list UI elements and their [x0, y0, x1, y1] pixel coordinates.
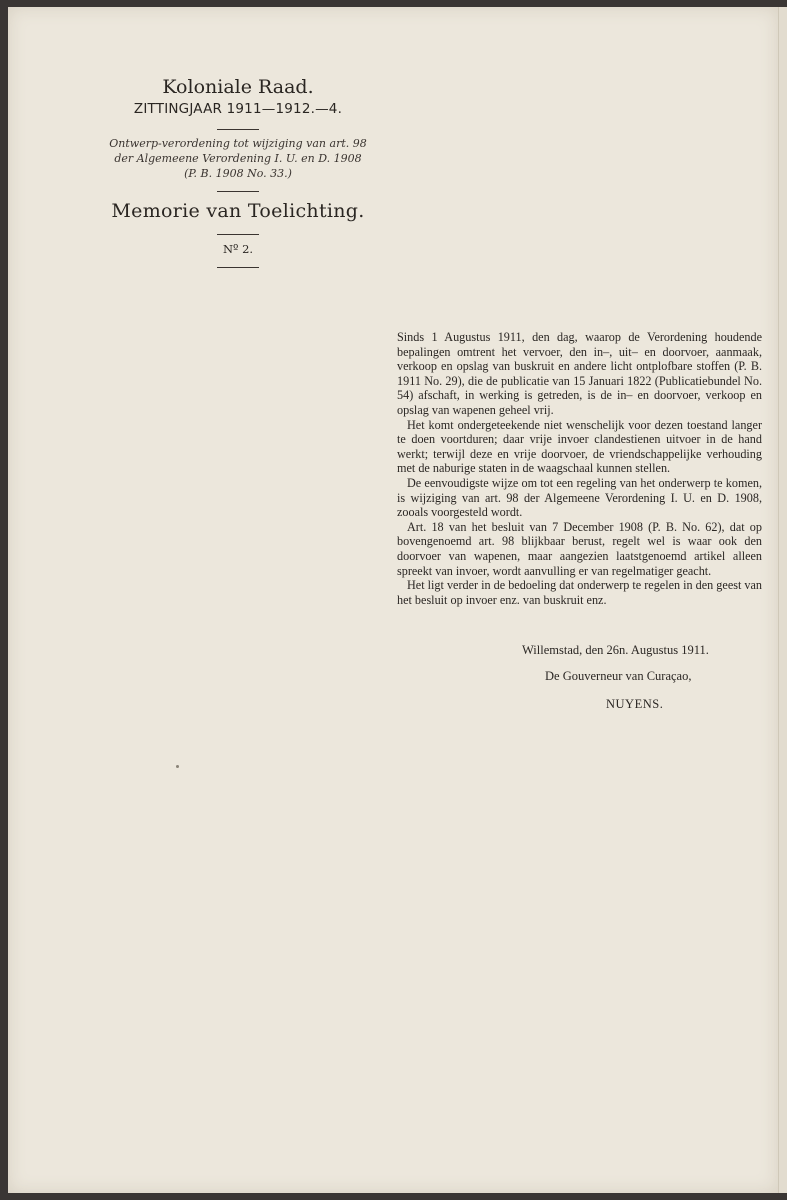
subject-line-2: der Algemeene Verordening I. U. en D. 1908 — [114, 152, 362, 165]
signatory-name: NUYENS. — [606, 697, 664, 711]
session-year: ZITTINGJAAR 1911—1912.—4. — [133, 101, 343, 117]
subject-line-3: (P. B. 1908 No. 33.) — [184, 167, 292, 180]
header-divider — [217, 234, 259, 235]
body-paragraph: Sinds 1 Augustus 1911, den dag, waarop de Verordening houdende bepalingen omtrent het vervoer, den in–, uit– en doorvoer, aanmaak, verkoop en opslag van buskruit en andere licht ontplofbare stoffen (P. B. 1911 No. 29), die de publicatie van 15 Januari 1822 (Publicatiebundel No. 54) afschaft, in werking is getreden, is de in– en doorvoer, verkoop en opslag van wapenen geheel vrij. — [397, 330, 762, 417]
document-number: Nº 2. — [222, 242, 254, 256]
memorandum-body — [397, 330, 762, 607]
paper-speck — [176, 765, 179, 768]
body-paragraph: Art. 18 van het besluit van 7 December 1908 (P. B. No. 62), dat op bovengenoemd art. 98 blijkbaar berust, regelt wel is waar ook den doorvoer van wapenen, maar aangezien laatstgenoemd artikel alleen spreekt van invoer, wordt aanvulling er van regelmatiger geacht. — [397, 519, 762, 578]
signatory-role: De Gouverneur van Curaçao, — [545, 669, 692, 683]
body-paragraph: Het komt ondergeteekende niet wenschelijk voor dezen toestand langer te doen voortduren; daar vrije invoer clandestienen uitvoer in de hand werkt; terwijl deze en vrije doorvoer, de vriendschappelijke verhouding met de naburige staten in de waagschaal kunnen stellen. — [397, 417, 762, 476]
body-paragraph: De eenvoudigste wijze om tot een regeling van het onderwerp te komen, is wijziging van art. 98 der Algemeene Verordening I. U. en D. 1908, zooals voorgesteld wordt. — [397, 475, 762, 520]
council-title: Koloniale Raad. — [162, 76, 314, 98]
page-edge — [778, 7, 787, 1193]
place-date: Willemstad, den 26n. Augustus 1911. — [522, 643, 709, 657]
header-divider — [217, 191, 259, 192]
header-divider — [217, 129, 259, 130]
document-header — [88, 75, 388, 274]
body-paragraph: Het ligt verder in de bedoeling dat onderwerp te regelen in den geest van het besluit op invoer enz. van buskruit enz. — [397, 578, 762, 607]
document-type: Memorie van Toelichting. — [111, 200, 365, 222]
header-divider — [217, 267, 259, 268]
subject-line-1: Ontwerp-verordening tot wijziging van art. 98 — [109, 137, 367, 150]
